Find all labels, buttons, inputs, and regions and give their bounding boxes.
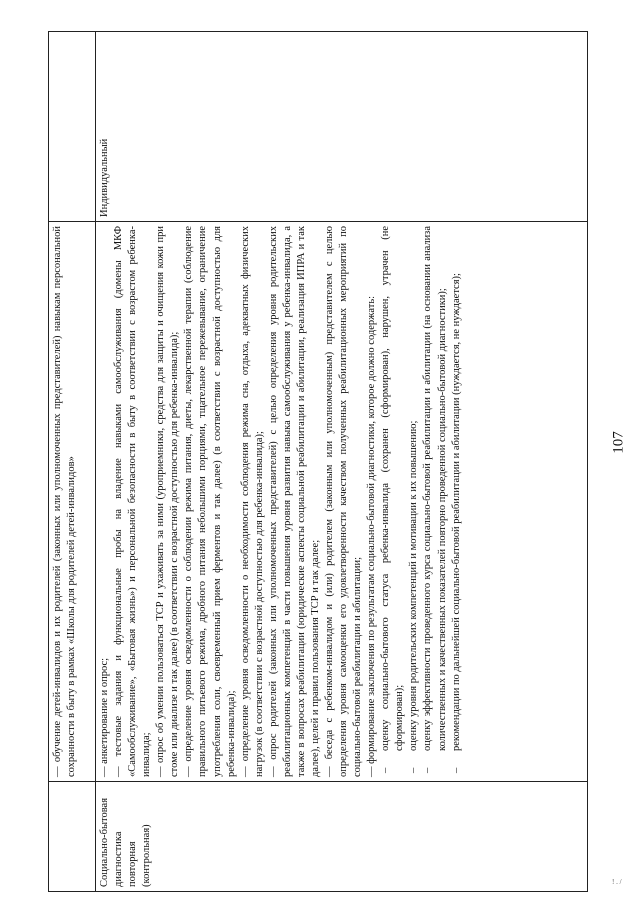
corner-mark: ! . / [612,878,622,886]
conclusion-subitem [379,226,407,777]
method-item: — беседа с ребенком-инвалидом и (или) родителем (законным или уполномоченным) представителем с целью определения уровня самооценки его удовлетворенности качеством полученных реабилитационных мероприятий по социально-бытовой реабилитации и абилитации; [324,226,364,777]
conclusion-subitem-text: оценку уровня родительских компетенций и мотивации к их повышению; [408,420,420,751]
conclusion-subitem [450,226,464,777]
method-item: — определение уровня осведомленности о соблюдении режима питания, диеты, лекарственной терапии (соблюдение правильного питьевого режима, дробного питания небольшими порциями, тщательное пережевывание, ограничение употребления соли, своевременный прием ферментов и так далее) (в соответствии с возрастной доступностью для ребенка-инвалида); [183,226,237,777]
method-item: — опрос об умении пользоваться ТСР и ухаживать за ними (уроприемники, средства для защиты и очищения кожи при стоме или диализе и так далее) (в соответствии с возрастной доступностью для ребенка-инвалида); [155,226,181,777]
conclusion-subitem-text: оценку эффективности проведенного курса социально-бытовой реабилитации и абилитации (на основании анализа количественных и качественных показателей повторно проведенной социально-бытовой диагностики); [422,226,448,751]
table-cell-methods [49,222,96,782]
conclusion-subitem [407,226,421,777]
dash-marker: – [422,767,434,773]
method-item: — анкетирование и опрос; [99,657,110,777]
dash-marker: – [408,767,420,773]
method-item: — формирование заключения по результатам социально-бытовой диагностики, которое должно содержать: [366,295,378,777]
dash-marker: – [450,767,462,773]
method-item: — тестовые задания и функциональные пробы на владение навыками самообслуживания (домены МКФ «Самообслуживание», «Бытовая жизнь») и персональной безопасности в быту в соответствии с возрастом ребенка-инвалида; [113,226,153,777]
dash-marker: – [380,767,392,773]
page-number: 107 [610,431,627,454]
rotated-table-container [48,32,588,892]
table-cell-section: Социально-бытовая диагностика повторная (контрольная) [96,782,588,892]
table-cell-section [49,782,96,892]
conclusion-subitem [421,226,449,777]
table-cell-methods [96,222,588,782]
conclusion-subitem-text: оценку социально-бытового статуса ребенка-инвалида (сохранен (сформирован), нарушен, утрачен (не сформирован); [380,226,406,751]
table-cell-form: Индивидуальный [96,32,588,222]
method-item: — опрос родителей (законных или уполномоченных представителей) с целью определения уровня родительских реабилитационных компетенций в части повышения уровня развития навыка самообслуживания у ребенка-инвалида, а также в вопросах реабилитации (юридические аспекты социальной реабилитации и абилитации, реализация ИПРА и так далее), целей и правил пользования ТСР и так далее; [267,226,321,777]
table-row [49,32,96,892]
table-row [96,32,588,892]
methods-table [48,31,588,892]
table-cell-form [49,32,96,222]
method-item: — обучение детей-инвалидов и их родителей (законных или уполномоченных представителей) навыкам персональной сохранности в быту в рамках «Школы для родителей детей-инвалидов» [52,226,78,777]
method-item: — определение уровня осведомленности о необходимости соблюдения режима сна, отдыха, адекватных физических нагрузок (в соответствии с возрастной доступностью для ребенка-инвалида); [239,226,265,777]
conclusion-subitem-text: рекомендации по дальнейшей социально-бытовой реабилитации и абилитации (нуждается, не нуждается); [450,273,462,751]
